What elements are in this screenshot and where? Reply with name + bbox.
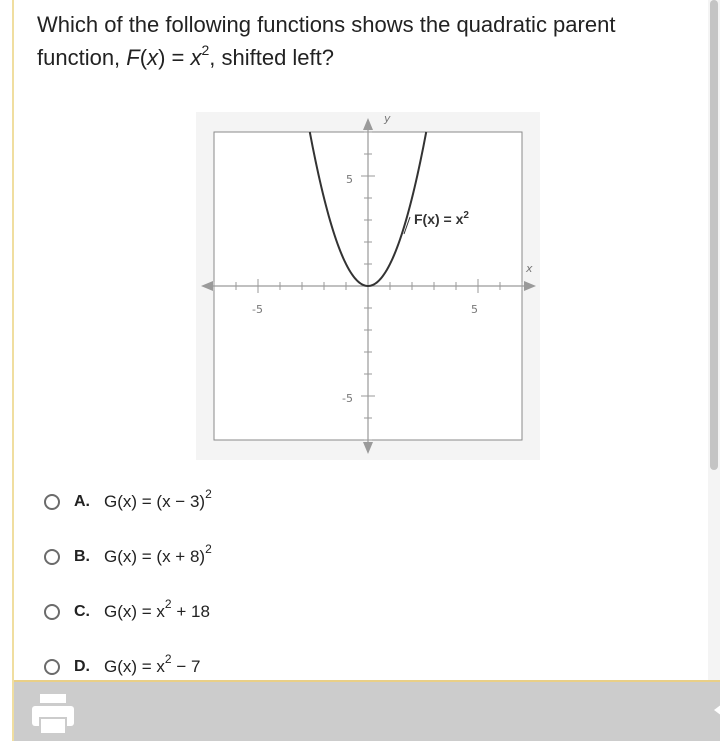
print-button[interactable] xyxy=(28,692,80,736)
curve-label: $F(x) = x^2$ xyxy=(414,210,469,227)
choice-c[interactable] xyxy=(44,599,210,625)
choice-a[interactable] xyxy=(44,489,212,515)
footer-bar xyxy=(14,682,720,741)
choice-letter-a: A. xyxy=(74,493,90,510)
scrollbar-thumb[interactable] xyxy=(710,0,718,470)
next-arrow-icon[interactable] xyxy=(710,700,720,720)
tick-label-y-pos5: 5 xyxy=(346,173,353,186)
tick-label-y-neg5: -5 xyxy=(342,392,353,405)
radio-a[interactable] xyxy=(44,494,60,510)
choice-text-c: $G(x) = x^2 + 18$ xyxy=(104,597,210,621)
graph-svg xyxy=(196,112,540,460)
left-border xyxy=(12,0,14,741)
radio-d[interactable] xyxy=(44,659,60,675)
x-axis-label: x xyxy=(526,262,533,275)
choice-d[interactable] xyxy=(44,654,200,680)
choice-letter-c: C. xyxy=(74,603,90,620)
printer-icon xyxy=(28,692,80,736)
choice-text-a: $G(x) = (x - 3)^2$ xyxy=(104,487,212,511)
tick-label-x-neg5: -5 xyxy=(252,303,263,316)
tick-label-x-pos5: 5 xyxy=(471,303,478,316)
choice-text-d: $G(x) = x^2 - 7$ xyxy=(104,652,201,676)
y-axis-label: y xyxy=(384,112,391,125)
choice-letter-b: B. xyxy=(74,548,90,565)
radio-b[interactable] xyxy=(44,549,60,565)
question-text: Which of the following functions shows the quadratic parent function, $F(x) = x^2$, shifted left? xyxy=(37,12,616,70)
choice-letter-d: D. xyxy=(74,658,90,675)
choice-text-b: $G(x) = (x + 8)^2$ xyxy=(104,542,212,566)
function-graph xyxy=(196,112,540,460)
radio-c[interactable] xyxy=(44,604,60,620)
choice-b[interactable] xyxy=(44,544,212,570)
